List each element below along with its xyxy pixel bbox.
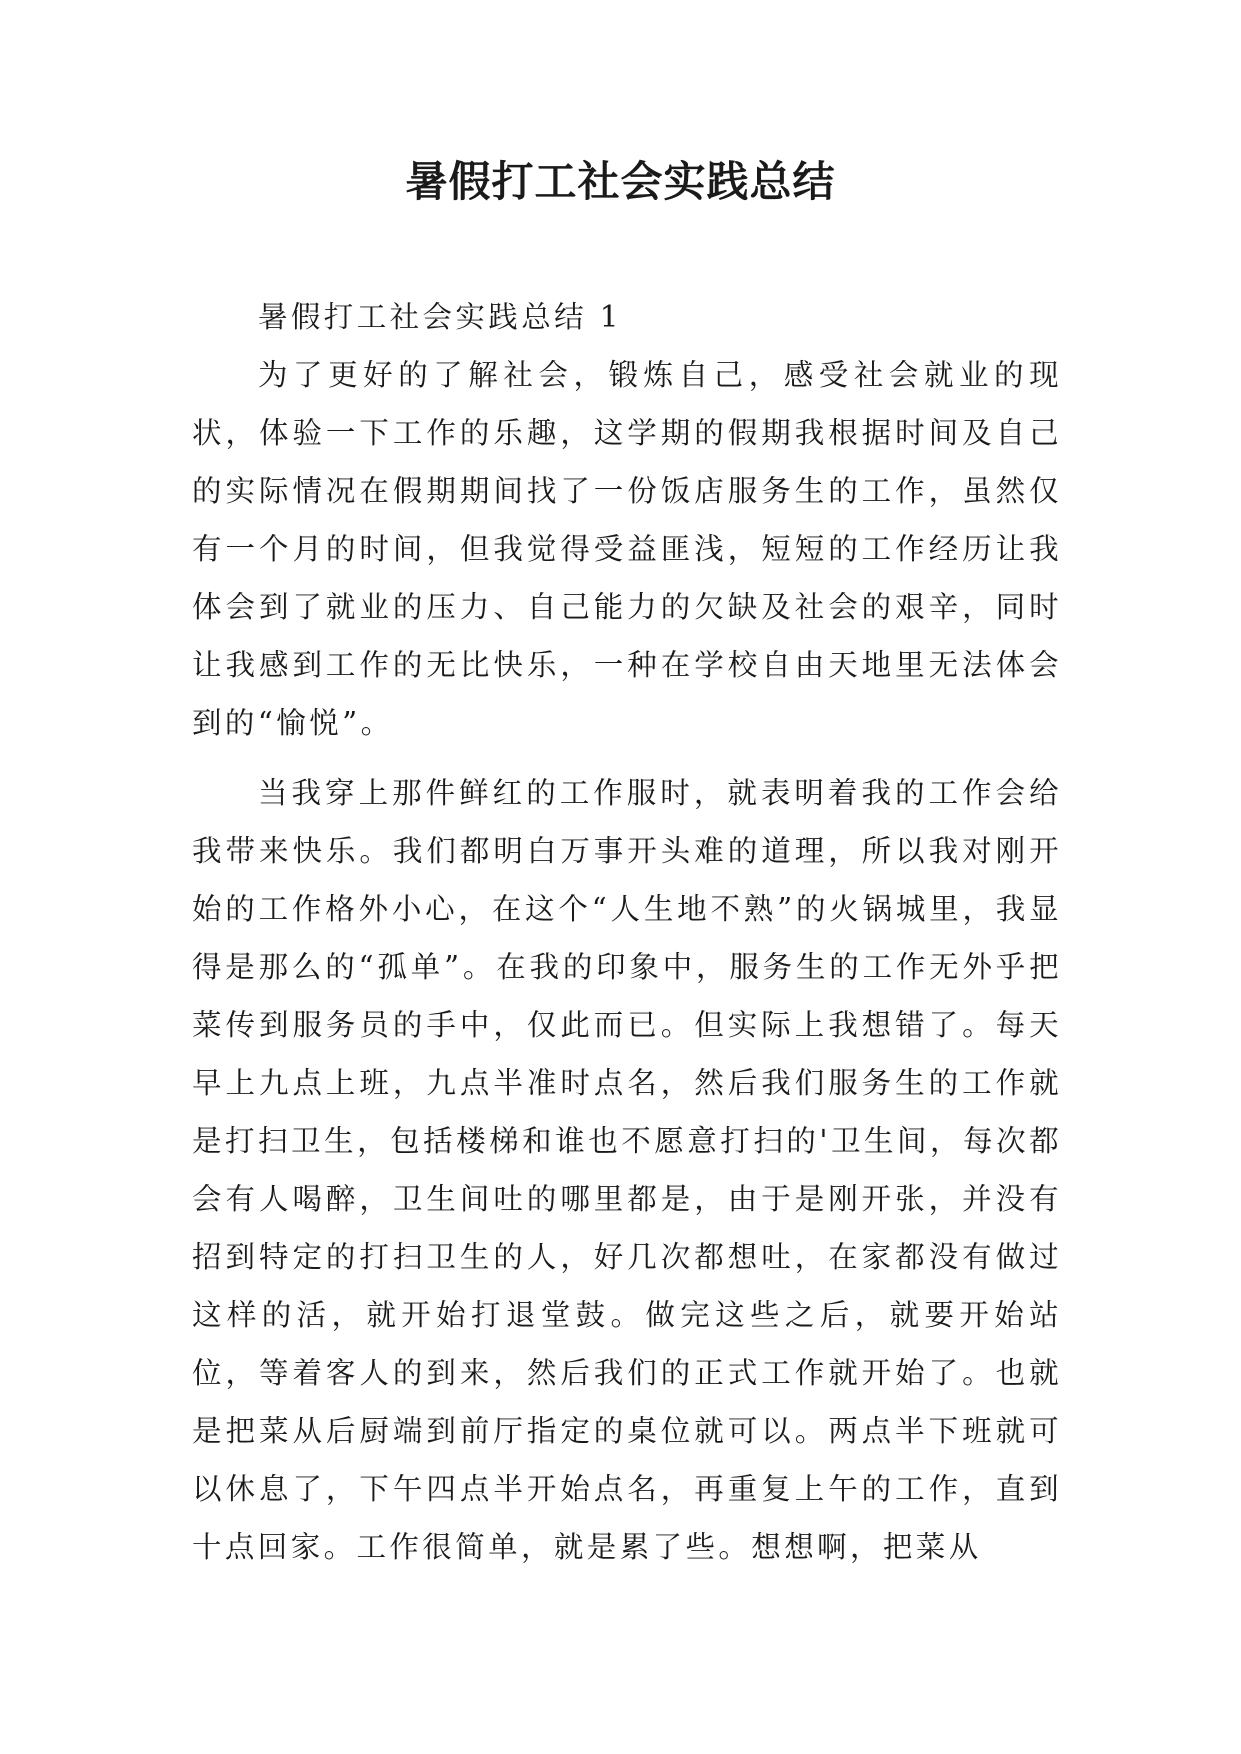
section-heading: 暑假打工社会实践总结 1 xyxy=(258,300,622,334)
document-title: 暑假打工社会实践总结 xyxy=(405,157,836,206)
paragraph-2: 当我穿上那件鲜红的工作服时，就表明着我的工作会给我带来快乐。我们都明白万事开头难的道理，所以我对刚开始的工作格外小心，在这个“人生地不熟”的火锅城里，我显得是那么的“孤单”。在我的印象中，服务生的工作无外乎把菜传到服务员的手中，仅此而已。但实际上我想错了。每天早上九点上班，九点半准时点名，然后我们服务生的工作就是打扫卫生，包括楼梯和谁也不愿意打扫的'卫生间，每次都会有人喝醉，卫生间吐的哪里都是，由于是刚开张，并没有招到特定的打扫卫生的人，好几次都想吐，在家都没有做过这样的活，就开始打退堂鼓。做完这些之后，就要开始站位，等着客人的到来，然后我们的正式工作就开始了。也就是把菜从后厨端到前厅指定的桌位就可以。两点半下班就可以休息了，下午四点半开始点名，再重复上午的工作，直到十点回家。工作很简单，就是累了些。想想啊，把菜从 xyxy=(192,776,1062,1564)
document-body xyxy=(192,288,1062,1576)
paragraph-1: 为了更好的了解社会，锻炼自己，感受社会就业的现状，体验一下工作的乐趣，这学期的假期我根据时间及自己的实际情况在假期期间找了一份饭店服务生的工作，虽然仅有一个月的时间，但我觉得受益匪浅，短短的工作经历让我体会到了就业的压力、自己能力的欠缺及社会的艰辛，同时让我感到工作的无比快乐，一种在学校自由天地里无法体会到的“愉悦”。 xyxy=(192,358,1062,740)
